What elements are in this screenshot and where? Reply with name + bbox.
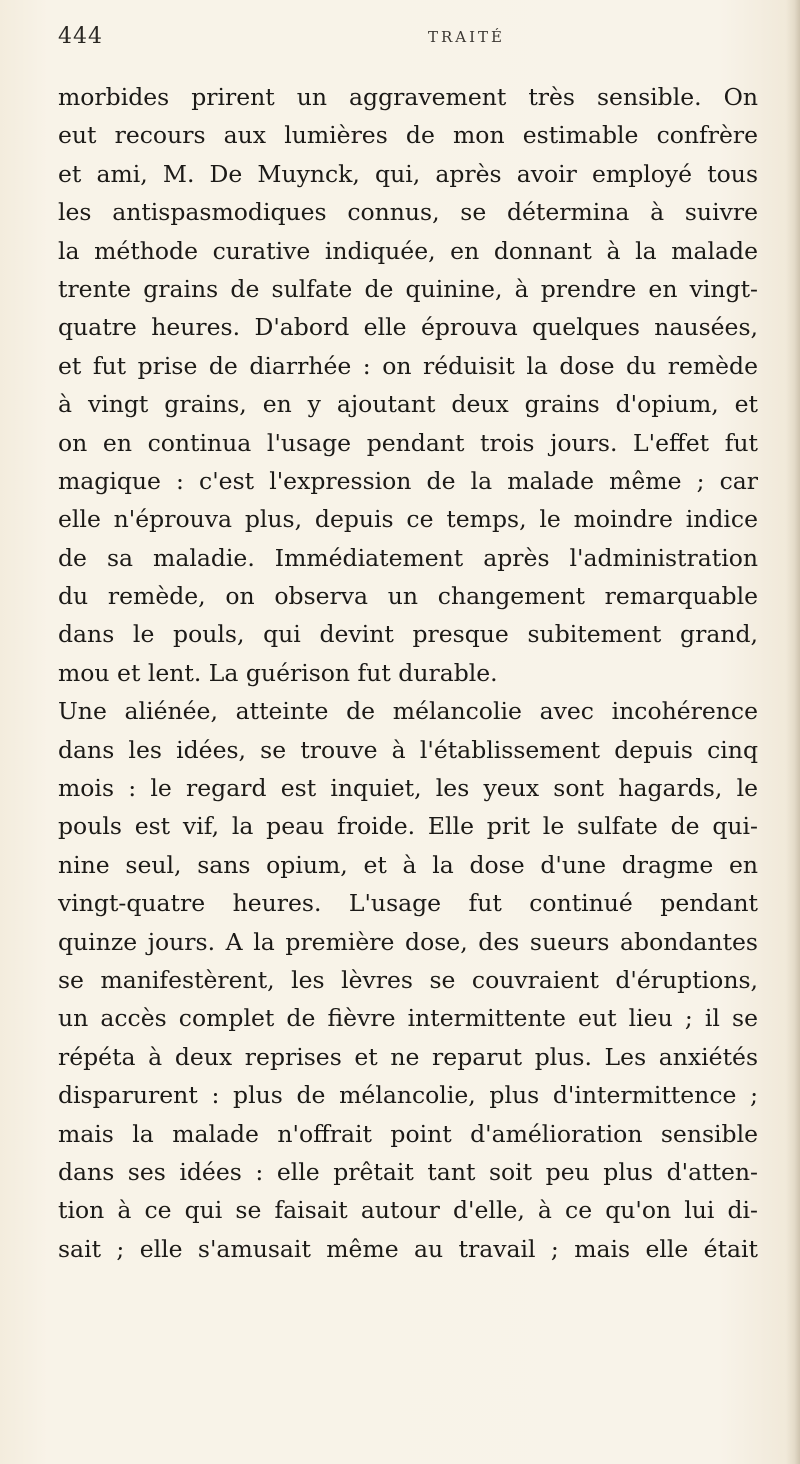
text-line: magique : c'est l'expression de la malade même ; car xyxy=(58,466,758,495)
text-line: sait ; elle s'amusait même au travail ; mais elle était xyxy=(58,1234,758,1263)
text-line: elle n'éprouva plus, depuis ce temps, le moindre indice xyxy=(58,505,758,534)
text-line: eut recours aux lumières de mon estimable confrère xyxy=(58,121,758,150)
text-line: les antispasmodiques connus, se détermina à suivre xyxy=(58,198,758,227)
text-line: disparurent : plus de mélancolie, plus d'intermittence ; xyxy=(58,1081,758,1110)
page-number: 444 xyxy=(58,24,103,49)
text-line: mois : le regard est inquiet, les yeux sont hagards, le xyxy=(58,774,758,803)
running-head: TRAITÉ xyxy=(428,28,506,46)
text-line: trente grains de sulfate de quinine, à prendre en vingt- xyxy=(58,274,758,303)
body-text xyxy=(58,78,758,1268)
text-line: pouls est vif, la peau froide. Elle prit le sulfate de qui- xyxy=(58,812,758,841)
text-line: la méthode curative indiquée, en donnant à la malade xyxy=(58,236,758,265)
text-line: nine seul, sans opium, et à la dose d'une dragme en xyxy=(58,850,758,879)
text-line: mais la malade n'offrait point d'amélioration sensible xyxy=(58,1119,758,1148)
text-line: tion à ce qui se faisait autour d'elle, à ce qu'on lui di- xyxy=(58,1196,758,1225)
text-line: et ami, M. De Muynck, qui, après avoir employé tous xyxy=(58,159,758,188)
text-line: répéta à deux reprises et ne reparut plus. Les anxiétés xyxy=(58,1042,758,1071)
text-line: un accès complet de fièvre intermittente eut lieu ; il se xyxy=(58,1004,758,1033)
text-line: dans ses idées : elle prêtait tant soit peu plus d'atten- xyxy=(58,1157,758,1186)
text-line: du remède, on observa un changement remarquable xyxy=(58,582,758,611)
text-line: de sa maladie. Immédiatement après l'administration xyxy=(58,543,758,572)
text-line: dans les idées, se trouve à l'établissement depuis cinq xyxy=(58,735,758,764)
text-line: quinze jours. A la première dose, des sueurs abondantes xyxy=(58,927,758,956)
text-line: Une aliénée, atteinte de mélancolie avec incohérence xyxy=(58,697,758,726)
page-header xyxy=(58,24,758,64)
text-line: quatre heures. D'abord elle éprouva quelques nausées, xyxy=(58,313,758,342)
text-line: à vingt grains, en y ajoutant deux grains d'opium, et xyxy=(58,390,758,419)
text-line: morbides prirent un aggravement très sensible. On xyxy=(58,83,758,111)
text-line: on en continua l'usage pendant trois jours. L'effet fut xyxy=(58,428,758,457)
text-line: mou et lent. La guérison fut durable. xyxy=(58,658,498,687)
text-line: et fut prise de diarrhée : on réduisit la dose du remède xyxy=(58,351,758,380)
text-line: dans le pouls, qui devint presque subitement grand, xyxy=(58,620,758,649)
text-line: vingt-quatre heures. L'usage fut continué pendant xyxy=(58,889,758,918)
page-edge-shadow xyxy=(786,0,800,1464)
text-line: se manifestèrent, les lèvres se couvraient d'éruptions, xyxy=(58,965,758,994)
